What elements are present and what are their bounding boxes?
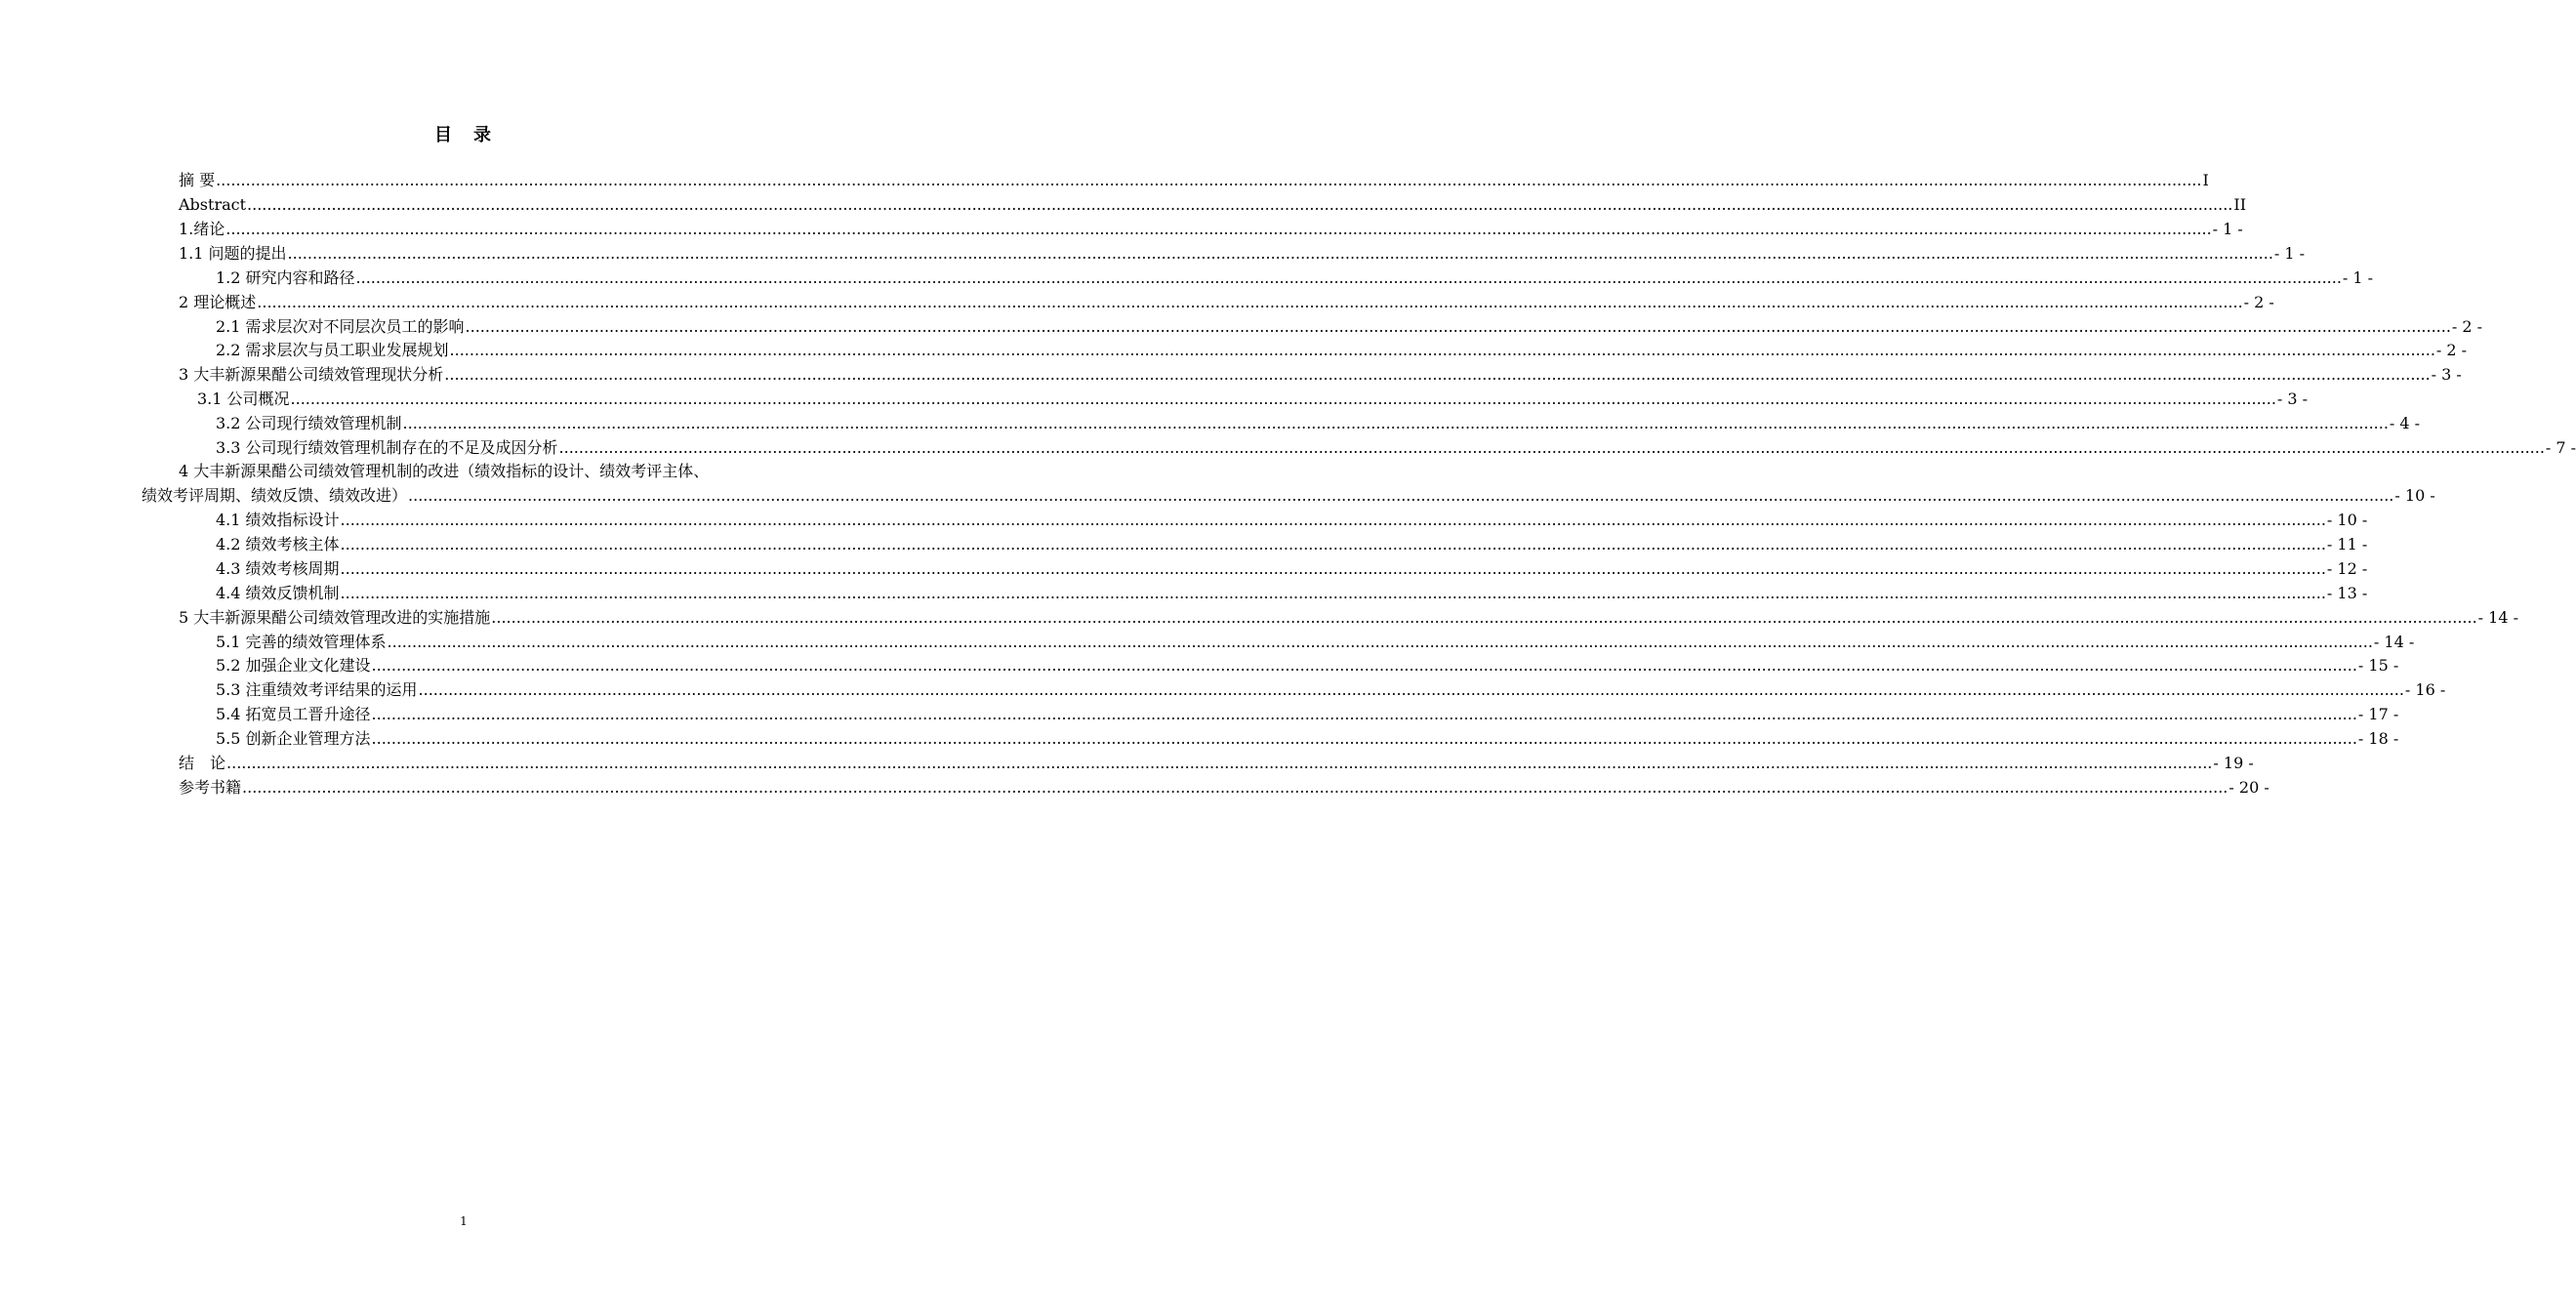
- toc-page-number: - 1 -: [2212, 220, 2243, 239]
- toc-entry-label: 5.2 加强企业文化建设: [216, 656, 371, 676]
- toc-page-number: - 1 -: [2273, 243, 2306, 263]
- toc-entry-label: 结 论: [179, 753, 226, 772]
- toc-leader-dots: ................................................................................................................................................................................................................................................................................................................................................................................................................: [371, 705, 2357, 724]
- toc-entry-line1[interactable]: 4 大丰新源果醋公司绩效管理机制的改进（绩效指标的设计、绩效考评主体、: [179, 462, 710, 481]
- toc-entry-label: 2.2 需求层次与员工职业发展规划: [216, 341, 449, 360]
- toc-entry-label: 4.3 绩效考核周期: [216, 559, 340, 579]
- toc-leader-dots: ................................................................................................................................................................................................................................................................................................................................................................................................................: [340, 535, 2326, 554]
- toc-leader-dots: ................................................................................................................................................................................................................................................................................................................................................................................................................: [340, 511, 2326, 530]
- toc-entry[interactable]: [216, 509, 2368, 533]
- toc-page-number: - 14 -: [2477, 607, 2518, 627]
- toc-leader-dots: ................................................................................................................................................................................................................................................................................................................................................................................................................: [257, 292, 2243, 311]
- toc-entry-label: 绩效考评周期、绩效反馈、绩效改进）: [142, 486, 408, 506]
- toc-leader-dots: ................................................................................................................................................................................................................................................................................................................................................................................................................: [387, 632, 2373, 651]
- toc-entry-label: 5.3 注重绩效考评结果的运用: [216, 680, 418, 700]
- toc-entry[interactable]: [216, 654, 2399, 678]
- toc-page-number: - 14 -: [2373, 632, 2415, 651]
- toc-entry[interactable]: [179, 169, 2209, 193]
- toc-leader-dots: ................................................................................................................................................................................................................................................................................................................................................................................................................: [408, 486, 2394, 506]
- toc-entry-label: 4.2 绩效考核主体: [216, 535, 340, 554]
- toc-entry[interactable]: [216, 339, 2468, 363]
- toc-entry-label: 5.4 拓宽员工晋升途径: [216, 705, 371, 724]
- toc-leader-dots: ................................................................................................................................................................................................................................................................................................................................................................................................................: [216, 171, 2202, 190]
- toc-entry[interactable]: [179, 218, 2243, 242]
- toc-entry[interactable]: [179, 775, 2269, 800]
- toc-entry-label: 2.1 需求层次对不同层次员工的影响: [216, 316, 465, 336]
- toc-entry[interactable]: [216, 703, 2399, 727]
- page-number: 1: [460, 1214, 468, 1228]
- toc-page-number: - 2 -: [2435, 341, 2468, 360]
- toc-leader-dots: ................................................................................................................................................................................................................................................................................................................................................................................................................: [340, 559, 2326, 579]
- toc-entry-label: 1.1 问题的提出: [179, 243, 287, 263]
- toc-entry-label: 4.1 绩效指标设计: [216, 511, 340, 530]
- toc-entry-label: 5.5 创新企业管理方法: [216, 728, 371, 748]
- toc-entry[interactable]: [179, 363, 2462, 388]
- toc-entry[interactable]: [216, 435, 2576, 460]
- toc-leader-dots: ................................................................................................................................................................................................................................................................................................................................................................................................................: [225, 220, 2212, 239]
- toc-page-number: - 10 -: [2394, 486, 2435, 506]
- toc-leader-dots: ................................................................................................................................................................................................................................................................................................................................................................................................................: [418, 680, 2404, 700]
- toc-page-number: - 11 -: [2326, 535, 2368, 554]
- toc-page-number: - 20 -: [2228, 777, 2269, 797]
- toc-entry-label: 3.2 公司现行绩效管理机制: [216, 413, 402, 432]
- toc-entry[interactable]: [179, 242, 2306, 266]
- toc-entry-label: 参考书籍: [179, 777, 242, 797]
- toc-page-number: - 3 -: [2276, 390, 2309, 409]
- toc-entry[interactable]: [216, 314, 2483, 339]
- toc-leader-dots: ................................................................................................................................................................................................................................................................................................................................................................................................................: [444, 365, 2431, 385]
- toc-entry[interactable]: [179, 193, 2247, 218]
- toc-entry[interactable]: [142, 484, 2435, 509]
- toc-leader-dots: ................................................................................................................................................................................................................................................................................................................................................................................................................: [242, 777, 2228, 797]
- toc-entry[interactable]: [179, 605, 2518, 630]
- toc-page-number: - 19 -: [2213, 753, 2254, 772]
- toc-page-number: - 17 -: [2357, 705, 2399, 724]
- toc-page-number: - 4 -: [2389, 413, 2421, 432]
- toc-leader-dots: ................................................................................................................................................................................................................................................................................................................................................................................................................: [491, 607, 2477, 627]
- toc-page-number: - 12 -: [2326, 559, 2368, 579]
- toc-entry-label: 摘 要: [179, 171, 216, 190]
- toc-page-number: - 2 -: [2451, 316, 2483, 336]
- toc-entry-label: Abstract: [179, 195, 247, 215]
- toc-entry-label: 5 大丰新源果醋公司绩效管理改进的实施措施: [179, 607, 491, 627]
- toc-leader-dots: ................................................................................................................................................................................................................................................................................................................................................................................................................: [247, 195, 2233, 215]
- toc-entry-label: 1.绪论: [179, 220, 225, 239]
- toc-page-number: - 2 -: [2243, 292, 2274, 311]
- toc-entry-label: 3.1 公司概况: [197, 390, 290, 409]
- toc-entry[interactable]: [216, 266, 2374, 290]
- toc-leader-dots: ................................................................................................................................................................................................................................................................................................................................................................................................................: [558, 437, 2545, 457]
- toc-entry[interactable]: [216, 557, 2368, 582]
- toc-leader-dots: ................................................................................................................................................................................................................................................................................................................................................................................................................: [355, 267, 2342, 287]
- toc-page-number: - 1 -: [2342, 267, 2374, 287]
- toc-entry-label: 3 大丰新源果醋公司绩效管理现状分析: [179, 365, 444, 385]
- toc-entry[interactable]: [216, 630, 2415, 654]
- toc-entry[interactable]: [197, 388, 2309, 412]
- toc-page-number: - 18 -: [2357, 728, 2399, 748]
- toc-page-number: - 16 -: [2404, 680, 2446, 700]
- toc-leader-dots: ................................................................................................................................................................................................................................................................................................................................................................................................................: [371, 728, 2357, 748]
- toc-page-number: - 3 -: [2431, 365, 2462, 385]
- toc-page-number: - 7 -: [2545, 437, 2576, 457]
- toc-page-number: - 10 -: [2326, 511, 2368, 530]
- toc-entry[interactable]: [216, 581, 2368, 605]
- toc-leader-dots: ................................................................................................................................................................................................................................................................................................................................................................................................................: [402, 413, 2389, 432]
- toc-entry[interactable]: [216, 533, 2368, 557]
- toc-entry-label: 5.1 完善的绩效管理体系: [216, 632, 387, 651]
- toc-leader-dots: ................................................................................................................................................................................................................................................................................................................................................................................................................: [449, 341, 2435, 360]
- toc-leader-dots: ................................................................................................................................................................................................................................................................................................................................................................................................................: [287, 243, 2273, 263]
- toc-page-number: - 15 -: [2357, 656, 2399, 676]
- toc-entry-label: 1.2 研究内容和路径: [216, 267, 355, 287]
- toc-leader-dots: ................................................................................................................................................................................................................................................................................................................................................................................................................: [290, 390, 2276, 409]
- toc-entry[interactable]: [179, 751, 2254, 775]
- toc-page-number: II: [2233, 195, 2247, 215]
- toc-page-number: - 13 -: [2326, 583, 2368, 602]
- toc-leader-dots: ................................................................................................................................................................................................................................................................................................................................................................................................................: [371, 656, 2357, 676]
- toc-leader-dots: ................................................................................................................................................................................................................................................................................................................................................................................................................: [340, 583, 2326, 602]
- toc-entry[interactable]: [216, 727, 2399, 752]
- toc-entry[interactable]: [216, 412, 2421, 436]
- toc-entry[interactable]: [179, 290, 2274, 314]
- toc-entry-label: 2 理论概述: [179, 292, 257, 311]
- toc-leader-dots: ................................................................................................................................................................................................................................................................................................................................................................................................................: [465, 316, 2451, 336]
- toc-title: 目 录: [434, 125, 493, 145]
- toc-leader-dots: ................................................................................................................................................................................................................................................................................................................................................................................................................: [226, 753, 2213, 772]
- toc-entry-label: 3.3 公司现行绩效管理机制存在的不足及成因分析: [216, 437, 558, 457]
- toc-page-number: I: [2202, 171, 2209, 190]
- toc-entry[interactable]: [216, 678, 2446, 703]
- toc-entry-label: 4.4 绩效反馈机制: [216, 583, 340, 602]
